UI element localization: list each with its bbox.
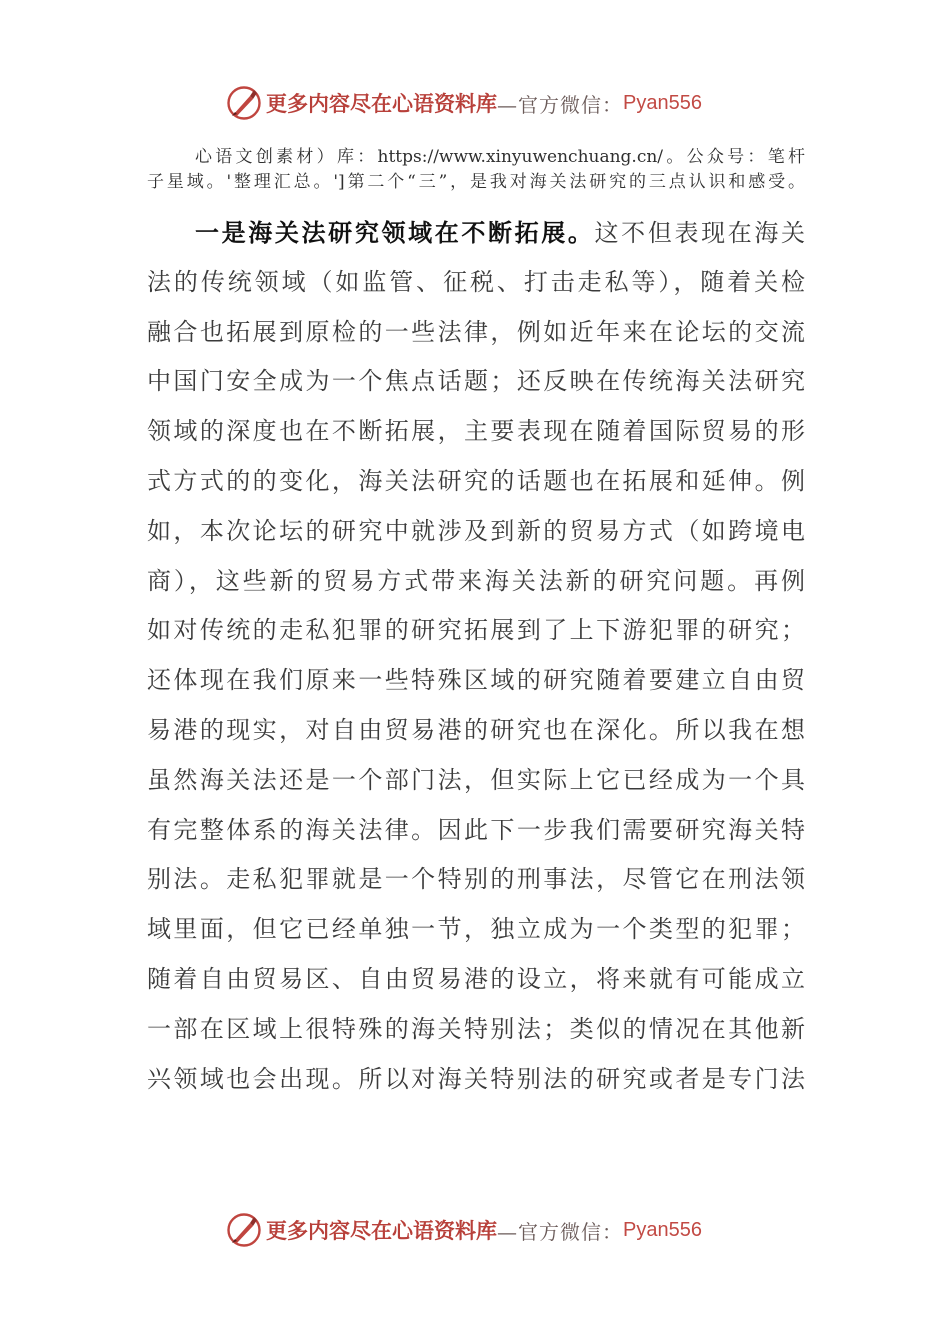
body-line: 随着自由贸易区、自由贸易港的设立，将来就有可能成立 bbox=[147, 964, 805, 993]
body-line: 领域的深度也在不断拓展，主要表现在随着国际贸易的形 bbox=[147, 417, 805, 446]
body-line: 有完整体系的海关法律。因此下一步我们需要研究海关特 bbox=[147, 815, 805, 844]
footer-banner bbox=[226, 1212, 702, 1248]
body-line: 虽然海关法还是一个部门法，但实际上它已经成为一个具 bbox=[147, 765, 805, 794]
body-line: 兴领域也会出现。所以对海关特别法的研究或者是专门法 bbox=[147, 1064, 805, 1093]
body-line: 如，本次论坛的研究中就涉及到新的贸易方式（如跨境电 bbox=[147, 516, 805, 545]
footer-separator-text: —官方微信： bbox=[497, 1219, 623, 1244]
body-line: 如对传统的走私犯罪的研究拓展到了上下游犯罪的研究； bbox=[147, 616, 805, 645]
intro-line: 心语文创素材）库：https://www.xinyuwenchuang.cn/。公众号：笔杆 bbox=[195, 147, 805, 167]
body-line: 易港的现实，对自由贸易港的研究也在深化。所以我在想 bbox=[147, 715, 805, 744]
main-paragraph bbox=[147, 208, 805, 1104]
body-line: 一部在区域上很特殊的海关特别法；类似的情况在其他新 bbox=[147, 1014, 805, 1043]
footer-wechat-id: Pyan556 bbox=[623, 1218, 702, 1241]
header-brand-text: 更多内容尽在心语资料库 bbox=[266, 91, 497, 116]
header-separator-text: —官方微信： bbox=[497, 92, 623, 117]
body-line-text: 这不但表现在海关 bbox=[594, 219, 805, 247]
body-line: 域里面，但它已经单独一节，独立成为一个类型的犯罪； bbox=[147, 915, 805, 944]
intro-block bbox=[147, 145, 805, 195]
body-line: 融合也拓展到原检的一些法律，例如近年来在论坛的交流 bbox=[147, 317, 805, 346]
pen-logo-icon bbox=[226, 85, 262, 121]
body-line: 还体现在我们原来一些特殊区域的研究随着要建立自由贸 bbox=[147, 666, 805, 695]
body-line bbox=[147, 208, 805, 258]
header-banner bbox=[226, 85, 702, 121]
body-line: 中国门安全成为一个焦点话题；还反映在传统海关法研究 bbox=[147, 367, 805, 396]
body-line: 式方式的的变化，海关法研究的话题也在拓展和延伸。例 bbox=[147, 466, 805, 495]
pen-logo-icon bbox=[226, 1212, 262, 1248]
header-wechat-id: Pyan556 bbox=[623, 91, 702, 114]
body-line: 别法。走私犯罪就是一个特别的刑事法，尽管它在刑法领 bbox=[147, 865, 805, 894]
intro-line: 子星域。'整理汇总。']第二个“三”，是我对海关法研究的三点认识和感受。 bbox=[147, 172, 805, 192]
lead-heading: 一是海关法研究领域在不断拓展。 bbox=[195, 218, 595, 247]
body-line: 法的传统领域（如监管、征税、打击走私等），随着关检 bbox=[147, 267, 805, 296]
footer-brand-text: 更多内容尽在心语资料库 bbox=[266, 1218, 497, 1243]
body-line: 商），这些新的贸易方式带来海关法新的研究问题。再例 bbox=[147, 566, 805, 595]
